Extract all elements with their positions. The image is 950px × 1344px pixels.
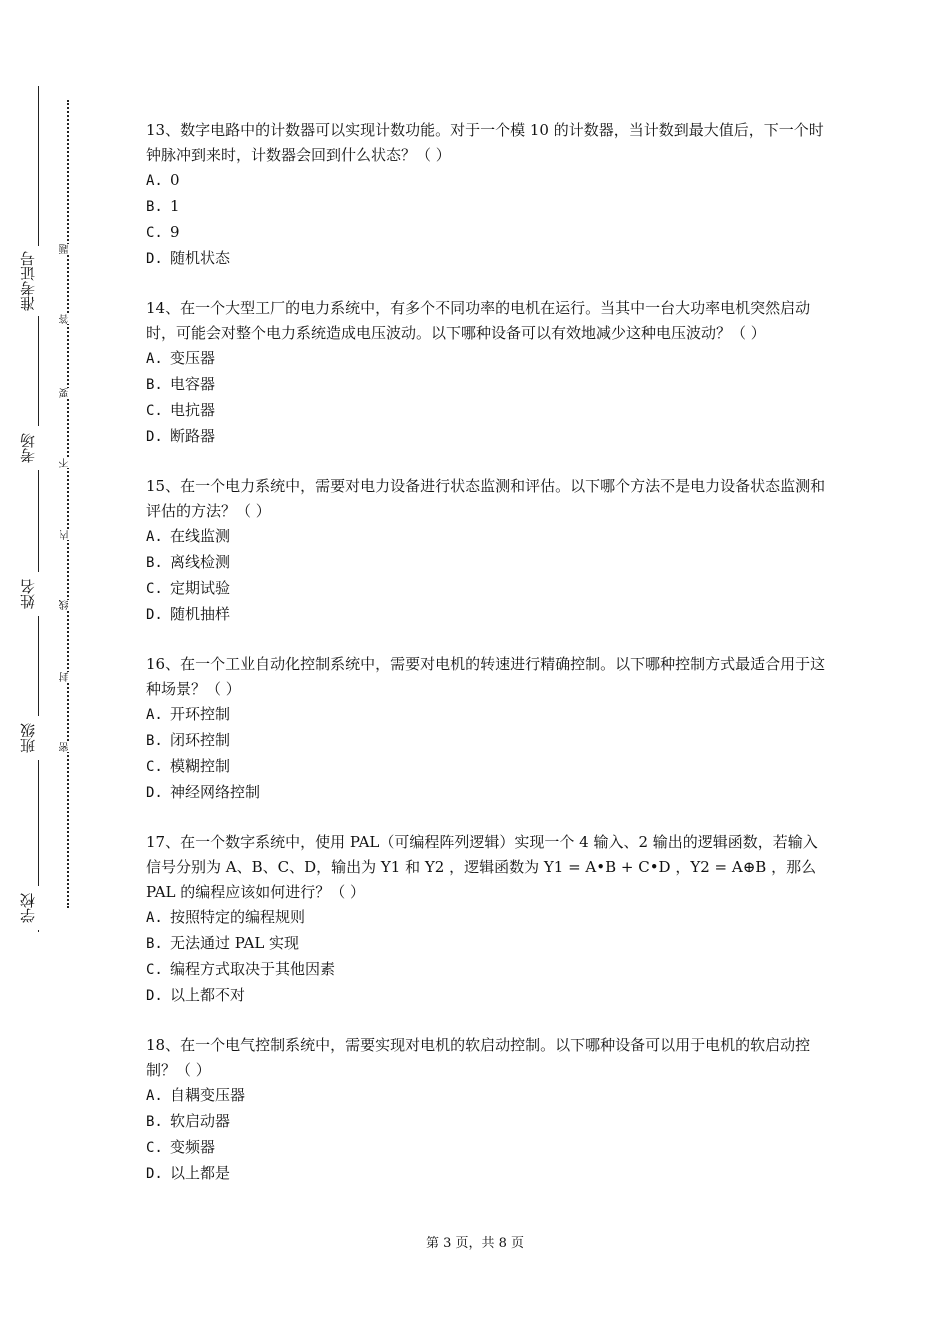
option-text: 定期试验 xyxy=(170,579,231,597)
question-13 xyxy=(146,118,826,272)
question-17 xyxy=(146,830,826,1009)
option-text: 1 xyxy=(170,197,180,215)
seal-char: 不 xyxy=(60,458,76,468)
option-letter: B. xyxy=(146,377,163,393)
option-text: 随机状态 xyxy=(170,249,231,267)
option-letter: C. xyxy=(146,581,163,597)
seal-char: 题 xyxy=(60,244,76,254)
option-letter: A. xyxy=(146,351,163,367)
option-text: 离线检测 xyxy=(170,553,231,571)
option-text: 按照特定的编程规则 xyxy=(170,908,306,926)
option-b xyxy=(146,1109,826,1135)
option-a xyxy=(146,346,826,372)
option-text: 模糊控制 xyxy=(170,757,231,775)
question-stem: 14、在一个大型工厂的电力系统中，有多个不同功率的电机在运行。当其中一台大功率电机突然启动时，可能会对整个电力系统造成电压波动。以下哪种设备可以有效地减少这种电压波动？（ ） xyxy=(146,299,811,342)
option-text: 电容器 xyxy=(170,375,216,393)
option-letter: B. xyxy=(146,936,163,952)
option-c xyxy=(146,398,826,424)
option-d xyxy=(146,246,826,272)
seal-char: 线 xyxy=(60,600,76,610)
field-exam-room-label: 考场 xyxy=(20,426,46,470)
option-letter: A. xyxy=(146,707,163,723)
option-b xyxy=(146,194,826,220)
option-letter: B. xyxy=(146,1114,163,1130)
question-list xyxy=(146,118,826,1211)
option-text: 软启动器 xyxy=(170,1112,231,1130)
question-stem: 13、数字电路中的计数器可以实现计数功能。对于一个模 10 的计数器，当计数到最大值后，下一个时钟脉冲到来时，计数器会回到什么状态？（ ） xyxy=(146,121,824,164)
option-letter: D. xyxy=(146,785,163,801)
option-a xyxy=(146,905,826,931)
option-text: 断路器 xyxy=(170,427,216,445)
question-15 xyxy=(146,474,826,628)
option-a xyxy=(146,1083,826,1109)
option-text: 以上都是 xyxy=(170,1164,231,1182)
question-stem: 16、在一个工业自动化控制系统中，需要对电机的转速进行精确控制。以下哪种控制方式最适合用于这种场景？（ ） xyxy=(146,655,826,698)
option-d xyxy=(146,424,826,450)
option-text: 变压器 xyxy=(170,349,216,367)
option-letter: B. xyxy=(146,555,163,571)
question-stem: 17、在一个数字系统中，使用 PAL（可编程阵列逻辑）实现一个 4 输入、2 输出的逻辑函数，若输入信号分别为 A、B、C、D，输出为 Y1 和 Y2 ，逻辑函数为 Y1 = A•B + C•D ，Y2 = A⊕B ，那么 PAL 的编程应该如何进行？（ ） xyxy=(146,833,818,901)
page-number: 第 3 页，共 8 页 xyxy=(425,1236,525,1251)
option-b xyxy=(146,372,826,398)
option-b xyxy=(146,728,826,754)
option-b xyxy=(146,931,826,957)
seal-char: 答 xyxy=(60,314,76,324)
option-c xyxy=(146,576,826,602)
option-letter: D. xyxy=(146,988,163,1004)
option-letter: C. xyxy=(146,962,163,978)
field-exam-number-label: 准考证号 xyxy=(20,246,46,316)
option-letter: A. xyxy=(146,910,163,926)
question-16 xyxy=(146,652,826,806)
option-text: 编程方式取决于其他因素 xyxy=(170,960,336,978)
question-stem: 18、在一个电气控制系统中，需要实现对电机的软启动控制。以下哪种设备可以用于电机的软启动控制？（ ） xyxy=(146,1036,811,1079)
option-letter: C. xyxy=(146,1140,163,1156)
option-c xyxy=(146,754,826,780)
option-text: 9 xyxy=(170,223,180,241)
option-d xyxy=(146,983,826,1009)
seal-char: 密 xyxy=(60,742,76,752)
option-letter: B. xyxy=(146,733,163,749)
option-text: 电抗器 xyxy=(170,401,216,419)
option-text: 无法通过 PAL 实现 xyxy=(170,934,300,952)
field-name-label: 姓名 xyxy=(20,572,46,616)
option-letter: B. xyxy=(146,199,163,215)
option-letter: A. xyxy=(146,173,163,189)
question-18 xyxy=(146,1033,826,1187)
option-letter: A. xyxy=(146,1088,163,1104)
option-d xyxy=(146,780,826,806)
binding-margin xyxy=(0,0,100,1344)
option-b xyxy=(146,550,826,576)
question-stem: 15、在一个电力系统中，需要对电力设备进行状态监测和评估。以下哪个方法不是电力设备状态监测和评估的方法？（ ） xyxy=(146,477,826,520)
seal-dotted-line xyxy=(67,100,69,908)
option-letter: D. xyxy=(146,1166,163,1182)
option-letter: C. xyxy=(146,759,163,775)
field-school-label: 学校 xyxy=(20,886,46,930)
option-d xyxy=(146,602,826,628)
option-text: 以上都不对 xyxy=(170,986,246,1004)
option-letter: C. xyxy=(146,403,163,419)
seal-char: 要 xyxy=(60,388,76,398)
seal-char: 封 xyxy=(60,672,76,682)
option-letter: D. xyxy=(146,429,163,445)
option-a xyxy=(146,702,826,728)
option-c xyxy=(146,1135,826,1161)
option-a xyxy=(146,168,826,194)
option-letter: C. xyxy=(146,225,163,241)
option-c xyxy=(146,957,826,983)
option-a xyxy=(146,524,826,550)
option-letter: A. xyxy=(146,529,163,545)
option-text: 在线监测 xyxy=(170,527,231,545)
option-text: 随机抽样 xyxy=(170,605,231,623)
field-class-label: 班级 xyxy=(20,716,46,760)
option-text: 开环控制 xyxy=(170,705,231,723)
question-14 xyxy=(146,296,826,450)
option-letter: D. xyxy=(146,251,163,267)
binding-solid-line xyxy=(38,86,39,932)
option-c xyxy=(146,220,826,246)
option-text: 闭环控制 xyxy=(170,731,231,749)
option-d xyxy=(146,1161,826,1187)
option-text: 自耦变压器 xyxy=(170,1086,246,1104)
option-text: 0 xyxy=(170,171,180,189)
option-text: 神经网络控制 xyxy=(170,783,261,801)
seal-char: 内 xyxy=(60,530,76,540)
option-letter: D. xyxy=(146,607,163,623)
option-text: 变频器 xyxy=(170,1138,216,1156)
